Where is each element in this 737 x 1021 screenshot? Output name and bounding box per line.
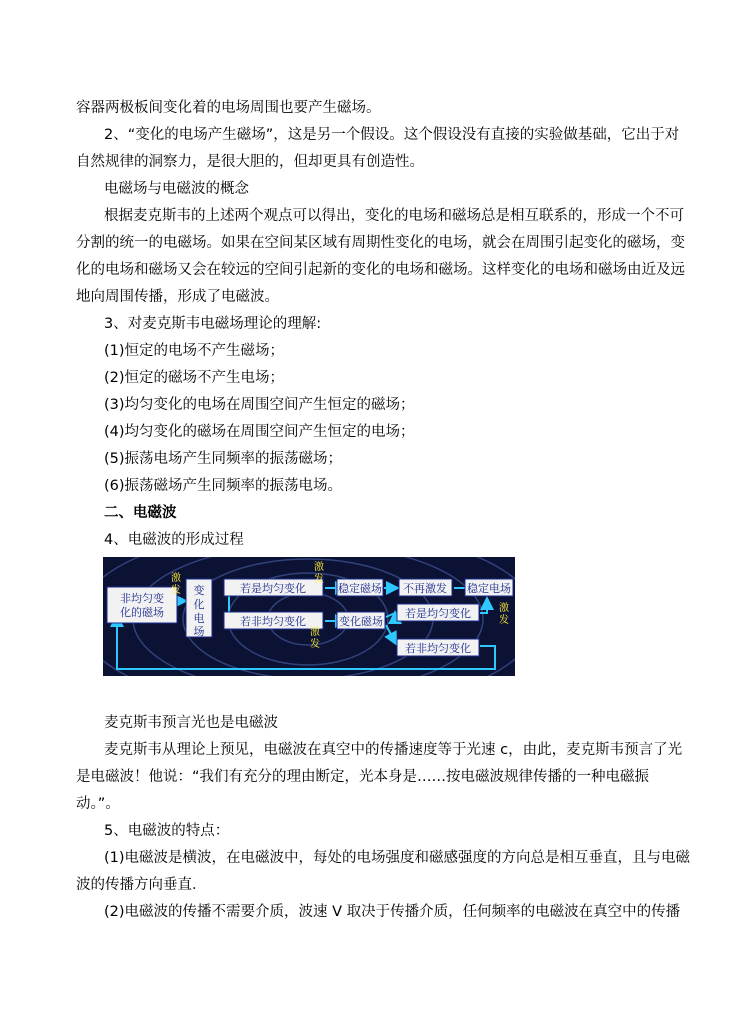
- excite-label-1: [171, 571, 181, 596]
- paragraph-point-3: 3、对麦克斯韦电磁场理论的理解:: [104, 316, 322, 332]
- excite-label-2: [314, 560, 324, 585]
- paragraph-concept-4: 地向周围传播，形成了电磁波。: [76, 289, 279, 305]
- paragraph-point-2: 2、“变化的电场产生磁场”，这是另一个假设。这个假设没有直接的实验做基础，它出于对: [104, 127, 680, 143]
- box-label-v3: 电: [193, 612, 205, 625]
- box-label-v4: 场: [193, 625, 205, 638]
- box-if-uniform-1: [224, 579, 323, 596]
- list-item-2: (2)恒定的磁场不产生电场；: [104, 370, 285, 386]
- list-item-1: (1)恒定的电场不产生磁场；: [104, 343, 285, 359]
- feature-item-1-cont: 波的传播方向垂直．: [76, 877, 207, 893]
- box-no-longer-excite: [399, 579, 452, 596]
- paragraph-light-1: 麦克斯韦从理论上预见，电磁波在真空中的传播速度等于光速 c，由此，麦克斯韦预言了光: [104, 742, 683, 758]
- list-item-5: (5)振荡电场产生同频率的振荡磁场；: [104, 451, 343, 467]
- box-if-nonuniform-1-label: 若非均匀变化: [240, 615, 306, 628]
- box-if-nonuniform-2: [397, 639, 479, 656]
- paragraph-light-3: 动。”。: [76, 796, 120, 812]
- box-label-v1: 变: [193, 584, 205, 597]
- box-non-uniform-mag-field: [107, 587, 177, 623]
- box-steady-elec-field: [465, 579, 513, 596]
- excite-label-4: [499, 601, 509, 626]
- section-heading-light-em: 麦克斯韦预言光也是电磁波: [104, 715, 278, 731]
- svg-text:发: 发: [499, 615, 509, 626]
- list-item-6: (6)振荡磁场产生同频率的振荡电场。: [104, 478, 343, 494]
- box-label-line2: 化的磁场: [120, 606, 164, 619]
- paragraph-light-2: 是电磁波！他说：“我们有充分的理由断定，光本身是……按电磁波规律传播的一种电磁振: [76, 769, 650, 785]
- box-label-line1: 非均匀变: [120, 592, 164, 605]
- box-no-excite-label: 不再激发: [403, 582, 447, 595]
- box-if-nonuniform-1: [224, 612, 323, 629]
- box-changing-elec-field: [186, 579, 212, 638]
- section-heading-concept: 电磁场与电磁波的概念: [104, 181, 249, 197]
- paragraph-concept-2: 分割的统一的电磁场。如果在空间某区域有周期性变化的电场，就会在周围引起变化的磁场，变: [76, 235, 685, 251]
- box-changing-mag-field: [337, 612, 385, 629]
- box-changing-mag-label: 变化磁场: [339, 615, 383, 628]
- feature-item-1: (1)电磁波是横波，在电磁波中，每处的电场强度和磁感强度的方向总是相互垂直，且与电磁: [104, 850, 691, 866]
- svg-text:激: 激: [171, 573, 181, 584]
- svg-text:激: 激: [499, 603, 509, 614]
- svg-text:激: 激: [310, 627, 320, 638]
- svg-text:发: 发: [171, 585, 181, 596]
- box-steady-elec-label: 稳定电场: [467, 582, 511, 595]
- feature-item-2: (2)电磁波的传播不需要介质，波速 V 取决于传播介质，任何频率的电磁波在真空中的传播: [104, 904, 681, 920]
- em-wave-formation-diagram: [103, 557, 515, 676]
- paragraph-point-5: 5、电磁波的特点：: [104, 823, 230, 839]
- list-item-4: (4)均匀变化的磁场在周围空间产生恒定的电场；: [104, 424, 415, 440]
- box-if-uniform-2: [397, 604, 479, 621]
- paragraph-point-2-cont: 自然规律的洞察力，是很大胆的，但却更具有创造性。: [76, 154, 424, 170]
- box-steady-mag-label: 稳定磁场: [338, 582, 382, 595]
- arrow-changing-mag-to-nonuniform: [386, 625, 396, 644]
- paragraph-concept-1: 根据麦克斯韦的上述两个观点可以得出，变化的电场和磁场总是相互联系的，形成一个不可: [104, 208, 684, 224]
- svg-text:激: 激: [314, 562, 324, 573]
- diagram-svg: [103, 557, 515, 676]
- paragraph-continuation: 容器两极板间变化着的电场周围也要产生磁场。: [76, 100, 381, 116]
- box-if-nonuniform-2-label: 若非均匀变化: [405, 642, 471, 655]
- arrow-uniform-to-steady-elec: [480, 598, 487, 613]
- excite-label-3: [310, 625, 320, 650]
- box-label-v2: 化: [193, 598, 205, 611]
- list-item-3: (3)均匀变化的电场在周围空间产生恒定的磁场；: [104, 397, 415, 413]
- svg-text:发: 发: [314, 574, 324, 585]
- paragraph-concept-3: 化的电场和磁场又会在较远的空间引起新的变化的电场和磁场。这样变化的电场和磁场由近及远: [76, 262, 685, 278]
- box-if-uniform-1-label: 若是均匀变化: [240, 582, 306, 595]
- svg-text:发: 发: [310, 639, 320, 650]
- box-if-uniform-2-label: 若是均匀变化: [405, 607, 471, 620]
- box-steady-mag-field: [337, 579, 383, 596]
- section-heading-em-wave: 二、电磁波: [104, 505, 177, 521]
- paragraph-point-4: 4、电磁波的形成过程: [104, 532, 244, 548]
